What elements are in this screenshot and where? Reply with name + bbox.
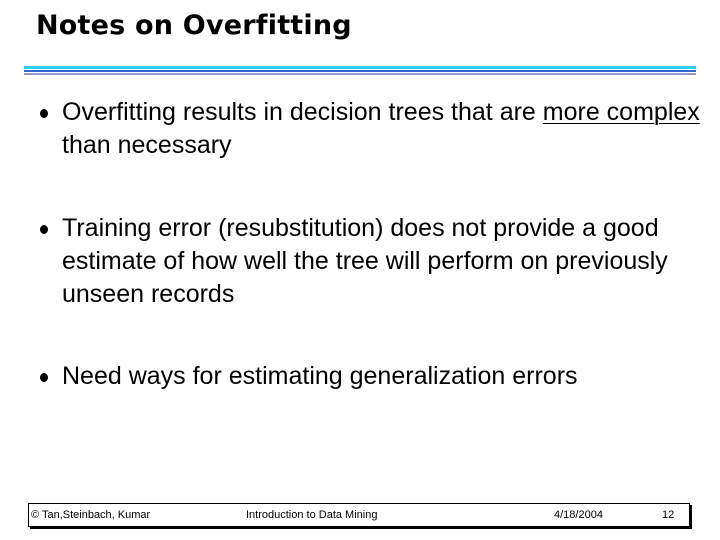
bullet-icon [40, 109, 48, 118]
title-divider-blue [24, 70, 696, 72]
bullet-icon [40, 373, 48, 382]
footer-page-number: 12 [662, 509, 675, 521]
bullet-text-after: than necessary [62, 131, 232, 159]
footer-date: 4/18/2004 [554, 509, 603, 521]
footer-course-title: Introduction to Data Mining [246, 509, 378, 521]
slide-footer [28, 503, 690, 527]
bullet-item-training-error [62, 212, 702, 311]
underlined-text: more complex [542, 98, 700, 126]
bullet-text: Training error (resubstitution) does not provide a good estimate of how well the tree will perform on previously unseen records [62, 214, 668, 308]
bullet-text: Need ways for estimating generalization errors [62, 362, 578, 390]
slide-title: Notes on Overfitting [36, 10, 352, 41]
title-divider-lavender [24, 73, 696, 75]
title-divider-light [24, 66, 696, 69]
bullet-item-generalization [62, 360, 702, 393]
footer-copyright: © Tan,Steinbach, Kumar [31, 509, 151, 521]
bullet-item-overfitting [62, 96, 702, 162]
bullet-text-before: Overfitting results in decision trees that are [62, 98, 543, 126]
bullet-icon [40, 225, 48, 234]
